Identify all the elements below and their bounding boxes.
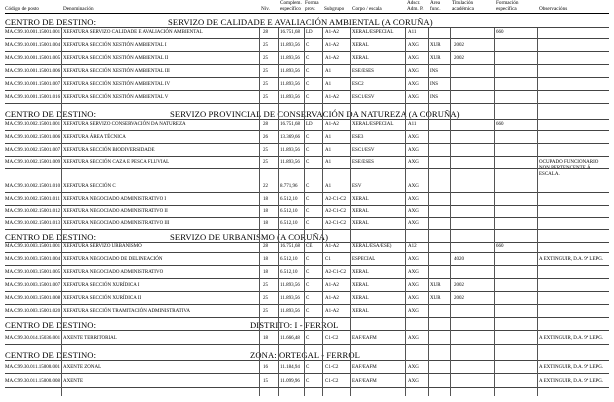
cell-code: MA.C99.10.002.15001.009 — [5, 160, 61, 165]
cell-corpo: XERAL — [352, 270, 369, 275]
section-name: SERVIZO DE CALIDADE E AVALIACIÓN AMBIENTAL (A CORUÑA) — [168, 17, 433, 27]
cell-titul: 2002 — [454, 56, 464, 61]
cell-nivel: 18 — [263, 197, 268, 202]
row-rule — [5, 252, 609, 253]
col-header-complemento: Complem. específico — [280, 0, 302, 12]
section-rule — [5, 330, 609, 331]
cell-corpo: ESE3 — [352, 135, 364, 140]
cell-corpo: XERAL/ESPECIAL — [352, 30, 394, 35]
cell-sub: A1 — [325, 69, 332, 74]
cell-comp: 11.893,56 — [280, 283, 300, 288]
cell-comp: 13.369,66 — [280, 135, 300, 140]
cell-comp: 11.893,56 — [280, 296, 300, 301]
cell-adscr: AXG — [408, 184, 419, 189]
row-rule — [5, 38, 609, 39]
cell-sub: A1 — [325, 135, 332, 140]
cell-name: XEFATURA NEGOCIADO ADMINISTRATIVO II — [63, 209, 168, 214]
row-rule — [5, 156, 609, 157]
col-header-formacion: Formación específica — [496, 0, 519, 12]
cell-sub: A1-A2 — [325, 296, 339, 301]
column-divider — [61, 28, 62, 396]
row-rule — [5, 64, 609, 65]
cell-sub: C1-C2 — [325, 379, 339, 384]
cell-nivel: 15 — [263, 379, 268, 384]
cell-nivel: 18 — [263, 257, 268, 262]
cell-titul: 2002 — [454, 43, 464, 48]
row-rule — [5, 265, 609, 266]
cell-code: MA.C99.10.001.15001.004 — [5, 43, 61, 48]
cell-name: XEFATURA SECCIÓN C — [63, 184, 116, 189]
cell-code: MA.C99.10.003.15001.020 — [5, 309, 61, 314]
cell-adscr: AXG — [408, 148, 419, 153]
cell-code: MA.C99.10.001.15001.005 — [5, 56, 61, 61]
cell-sub: A1-A2 — [325, 56, 339, 61]
section-rule — [5, 119, 609, 120]
row-rule — [5, 168, 609, 169]
cell-code: MA.C99.30.014.15036.001 — [5, 336, 61, 341]
cell-nivel: 22 — [263, 184, 268, 189]
cell-nivel: 18 — [263, 270, 268, 275]
cell-adscr: AXG — [408, 309, 419, 314]
cell-corpo: ESV — [352, 184, 362, 189]
cell-code: MA.C99.30.011.15000.008 — [5, 379, 60, 384]
cell-nivel: 26 — [263, 135, 268, 140]
cell-name: XEFATURA SERVIZO CALIDADE E AVALIACIÓN AMBIENTAL — [63, 30, 203, 35]
cell-comp: 11.099,96 — [280, 379, 300, 384]
cell-titul: 2002 — [454, 296, 464, 301]
cell-area: XUR — [430, 56, 441, 61]
cell-comp: 11.666,48 — [280, 336, 300, 341]
row-rule — [5, 90, 609, 91]
cell-sub: A1 — [325, 160, 332, 165]
section-label: CENTRO DE DESTINO: — [5, 109, 97, 119]
cell-corpo: ESC1/ESV — [352, 95, 375, 100]
column-divider — [405, 28, 406, 396]
cell-code: MA.C99.10.001.15001.001 — [5, 30, 61, 35]
cell-sub: A1-A2 — [325, 283, 339, 288]
cell-area: INS — [430, 95, 439, 100]
cell-forma: LD — [306, 30, 313, 35]
cell-code: MA.C99.10.003.15001.004 — [5, 257, 61, 262]
cell-corpo: XERAL — [352, 56, 369, 61]
cell-forma: C — [306, 148, 310, 153]
cell-sub: A1-A2 — [325, 309, 339, 314]
cell-form: 660 — [496, 30, 504, 35]
cell-adscr: A11 — [408, 30, 417, 35]
cell-nivel: 25 — [263, 56, 268, 61]
cell-comp: 11.893,56 — [280, 148, 300, 153]
header-rule — [5, 13, 609, 14]
cell-sub: A2-C1-C2 — [325, 209, 347, 214]
cell-sub: A1-A2 — [325, 122, 339, 127]
cell-code: MA.C99.10.002.15001.012 — [5, 209, 61, 214]
cell-adscr: AXG — [408, 221, 419, 226]
cell-adscr: AXG — [408, 95, 419, 100]
cell-sub: A1-A2 — [325, 244, 339, 249]
cell-name: XEFATURA SERVIZO URBANISMO — [63, 244, 142, 249]
cell-corpo: XERAL — [352, 221, 369, 226]
cell-area: XUR — [430, 296, 441, 301]
cell-form: 660 — [496, 122, 504, 127]
cell-comp: 11.893,56 — [280, 309, 300, 314]
cell-nivel: 25 — [263, 69, 268, 74]
cell-comp: 11.893,56 — [280, 56, 300, 61]
cell-name: XEFATURA SERVIZO CONSERVACIÓN DA NATUREZA — [63, 122, 186, 127]
cell-obs: A EXTINGUIR, D.A. 9ª LEPG. — [539, 336, 604, 341]
cell-corpo: ESC1/ESV — [352, 148, 375, 153]
cell-name: XEFATURA SECCIÓN BIODIVERSIDADE — [63, 148, 155, 153]
cell-forma: C — [306, 69, 310, 74]
cell-forma: C — [306, 197, 310, 202]
cell-nivel: 18 — [263, 209, 268, 214]
section-label: CENTRO DE DESTINO: — [5, 232, 97, 242]
cell-sub: A1 — [325, 148, 332, 153]
cell-code: MA.C99.10.003.15001.001 — [5, 244, 61, 249]
cell-corpo: EAF/EAFM — [352, 336, 377, 341]
row-rule — [5, 217, 609, 218]
cell-nivel: 18 — [263, 336, 268, 341]
cell-code: MA.C99.10.002.15001.011 — [5, 197, 60, 202]
cell-corpo: XERAL — [352, 209, 369, 214]
cell-sub: A2-C1-C2 — [325, 221, 347, 226]
cell-forma: C — [306, 257, 310, 262]
cell-adscr: AXG — [408, 379, 419, 384]
row-rule — [5, 51, 609, 52]
cell-code: MA.C99.10.001.15001.016 — [5, 95, 61, 100]
cell-forma: C — [306, 365, 310, 370]
cell-nivel: 18 — [263, 221, 268, 226]
cell-code: MA.C99.10.002.15001.007 — [5, 148, 61, 153]
cell-name: XEFATURA NEGOCIADO ADMINISTRATIVO I — [63, 197, 167, 202]
section-name: SERVIZO DE URBANISMO (A CORUÑA) — [170, 232, 329, 242]
cell-name: AXENTE — [63, 379, 83, 384]
cell-forma: C — [306, 160, 310, 165]
cell-nivel: 25 — [263, 82, 268, 87]
cell-name: XEFATURA SECCIÓN CAZA E PESCA FLUVIAL — [63, 160, 170, 165]
cell-obs: A EXTINGUIR, D.A. 9ª LEPG. — [539, 365, 604, 370]
cell-corpo: XERAL — [352, 309, 369, 314]
cell-forma: C — [306, 43, 310, 48]
row-rule — [5, 317, 609, 318]
cell-code: MA.C99.10.002.15001.001 — [5, 122, 61, 127]
row-rule — [5, 344, 609, 345]
cell-sub: A1 — [325, 82, 332, 87]
cell-name: XEFATURA SECCIÓN XURÍDICA I — [63, 283, 140, 288]
cell-comp: 11.893,56 — [280, 69, 300, 74]
cell-adscr: AXG — [408, 82, 419, 87]
cell-adscr: AXG — [408, 56, 419, 61]
cell-sub: A1-A2 — [325, 30, 339, 35]
col-header-titulacion: Titulación académica — [452, 0, 474, 12]
cell-sub: C1-C2 — [325, 365, 339, 370]
cell-corpo: XERAL — [352, 43, 369, 48]
section-label: CENTRO DE DESTINO: — [5, 320, 97, 330]
cell-corpo: ESE/ESES — [352, 69, 374, 74]
row-rule — [5, 77, 609, 78]
cell-forma: C — [306, 184, 310, 189]
cell-sub: A2-C1-C2 — [325, 270, 347, 275]
cell-adscr: AXG — [408, 43, 419, 48]
col-header-observaciones: Observacións — [539, 6, 568, 12]
cell-nivel: 25 — [263, 296, 268, 301]
cell-sub: A1-A2 — [325, 43, 339, 48]
cell-adscr: AXG — [408, 283, 419, 288]
cell-comp: 16.751,68 — [280, 30, 300, 35]
section-name: ZONA: ORTEGAL - FERROL — [250, 350, 360, 360]
row-rule — [5, 373, 609, 374]
cell-name: XEFATURA SECCIÓN XESTIÓN AMBIENTAL III — [63, 69, 170, 74]
cell-comp: 6.512,10 — [280, 257, 298, 262]
cell-code: MA.C99.10.001.15001.006 — [5, 69, 61, 74]
column-divider — [450, 28, 451, 396]
cell-corpo: XERAL — [352, 296, 369, 301]
cell-comp: 6.512,10 — [280, 197, 298, 202]
cell-forma: C — [306, 82, 310, 87]
row-rule — [5, 103, 609, 104]
cell-forma: C — [306, 270, 310, 275]
cell-name: XEFATURA SECCIÓN XESTIÓN AMBIENTAL I — [63, 43, 167, 48]
cell-code: MA.C99.10.001.15001.007 — [5, 82, 61, 87]
cell-nivel: 25 — [263, 283, 268, 288]
cell-forma: C — [306, 221, 310, 226]
cell-corpo: EAF/EAFM — [352, 365, 377, 370]
cell-obs: A EXTINGUIR, D.A. 9ª LEPG. — [539, 257, 604, 262]
cell-adscr: AXG — [408, 296, 419, 301]
cell-forma: LD — [306, 122, 313, 127]
col-header-codigo: Código de posto — [5, 6, 40, 12]
column-divider — [259, 28, 260, 396]
cell-code: MA.C99.10.002.15001.006 — [5, 135, 61, 140]
row-rule — [5, 130, 609, 131]
cell-nivel: 25 — [263, 309, 268, 314]
cell-adscr: AXG — [408, 336, 419, 341]
cell-corpo: XERAL — [352, 283, 369, 288]
cell-corpo: EAF/EAFM — [352, 379, 377, 384]
cell-forma: C — [306, 283, 310, 288]
cell-code: MA.C99.10.003.15001.005 — [5, 270, 61, 275]
cell-area: INS — [430, 69, 439, 74]
column-divider — [537, 28, 538, 396]
cell-comp: 8.771,96 — [280, 184, 298, 189]
cell-forma: CE — [306, 244, 313, 249]
cell-adscr: AXG — [408, 209, 419, 214]
cell-corpo: ESE/ESES — [352, 160, 374, 165]
cell-comp: 6.512,10 — [280, 270, 298, 275]
cell-name: AXENTE TERRITORIAL — [63, 336, 117, 341]
row-rule — [5, 229, 609, 230]
cell-forma: C — [306, 95, 310, 100]
column-divider — [350, 28, 351, 396]
cell-area: XUR — [430, 283, 441, 288]
col-header-adscr: Adscr. Adm. P. — [407, 0, 424, 12]
section-rule — [5, 360, 609, 361]
col-header-subgrupo: Subgrupo — [324, 6, 345, 12]
cell-name: XEFATURA SECCIÓN XESTIÓN AMBIENTAL IV — [63, 82, 171, 87]
cell-area: XUR — [430, 43, 441, 48]
row-rule — [5, 205, 609, 206]
cell-forma: C — [306, 209, 310, 214]
cell-adscr: A11 — [408, 122, 417, 127]
row-rule — [5, 143, 609, 144]
cell-nivel: 25 — [263, 95, 268, 100]
cell-name: XEFATURA NEGOCIADO ADMINISTRATIVO — [63, 270, 164, 275]
section-name: DISTRITO: I - FERROL — [250, 320, 339, 330]
cell-titul: 4020 — [454, 257, 464, 262]
cell-name: XEFATURA SECCIÓN XURÍDICA II — [63, 296, 142, 301]
cell-comp: 11.184,94 — [280, 365, 300, 370]
cell-sub: C1 — [325, 257, 331, 262]
cell-comp: 6.512,10 — [280, 209, 298, 214]
cell-obs: OCUPADO FUNCIONARIO NON PERTENCENTE Á ESCALA. — [539, 160, 599, 177]
col-header-denominacion: Denominación — [63, 6, 94, 12]
cell-corpo: XERAL/ESA/ESE) — [352, 244, 392, 249]
cell-name: XEFATURA ÁREA TÉCNICA — [63, 135, 126, 140]
cell-comp: 11.893,56 — [280, 82, 300, 87]
cell-adscr: AXG — [408, 365, 419, 370]
cell-nivel: 25 — [263, 148, 268, 153]
column-divider — [428, 28, 429, 396]
cell-name: XEFATURA SECCIÓN XESTIÓN AMBIENTAL II — [63, 56, 169, 61]
col-header-area: Área func. — [430, 0, 441, 12]
cell-sub: A1 — [325, 184, 332, 189]
col-header-forma-prov: Forma prov. — [305, 0, 319, 12]
cell-titul: 2002 — [454, 283, 464, 288]
cell-nivel: 28 — [263, 244, 268, 249]
cell-forma: C — [306, 56, 310, 61]
cell-corpo: ESC2 — [352, 82, 364, 87]
cell-adscr: A12 — [408, 244, 417, 249]
cell-name: XEFATURA SECCIÓN TRAMITACIÓN ADMINISTRATIVA — [63, 309, 190, 314]
cell-comp: 11.893,56 — [280, 43, 300, 48]
cell-code: MA.C99.10.003.15001.007 — [5, 283, 61, 288]
cell-adscr: AXG — [408, 270, 419, 275]
section-label: CENTRO DE DESTINO: — [5, 17, 97, 27]
cell-comp: 6.512,10 — [280, 221, 298, 226]
row-rule — [5, 387, 609, 388]
cell-code: MA.C99.10.003.15001.008 — [5, 296, 61, 301]
column-divider — [278, 28, 279, 396]
cell-code: MA.C99.10.002.15001.010 — [5, 184, 61, 189]
cell-adscr: AXG — [408, 257, 419, 262]
cell-adscr: AXG — [408, 69, 419, 74]
cell-nivel: 25 — [263, 160, 268, 165]
cell-sub: A2-C1-C2 — [325, 197, 347, 202]
column-divider — [304, 28, 305, 396]
cell-comp: 16.751,68 — [280, 244, 300, 249]
column-divider — [494, 28, 495, 396]
cell-forma: C — [306, 309, 310, 314]
cell-sub: C1-C2 — [325, 336, 339, 341]
cell-name: AXENTE ZONAL — [63, 365, 102, 370]
section-name: SERVIZO PROVINCIAL DE CONSERVACIÓN DA NATUREZA (A CORUÑA) — [170, 109, 460, 119]
cell-corpo: XERAL/ESPECIAL — [352, 122, 394, 127]
cell-nivel: 16 — [263, 365, 268, 370]
cell-comp: 11.893,56 — [280, 160, 300, 165]
cell-obs: A EXTINGUIR, D.A. 9ª LEPG. — [539, 379, 604, 384]
cell-adscr: AXG — [408, 197, 419, 202]
cell-name: XEFATURA NEGOCIADO ADMINISTRATIVO III — [63, 221, 170, 226]
cell-comp: 16.751,68 — [280, 122, 300, 127]
cell-comp: 11.893,56 — [280, 95, 300, 100]
row-rule — [5, 304, 609, 305]
cell-corpo: ESPECIAL — [352, 257, 376, 262]
cell-forma: C — [306, 296, 310, 301]
row-rule — [5, 291, 609, 292]
cell-forma: C — [306, 135, 310, 140]
cell-nivel: 25 — [263, 43, 268, 48]
section-label: CENTRO DE DESTINO: — [5, 350, 97, 360]
row-rule — [5, 192, 609, 193]
cell-name: XEFATURA SECCIÓN XESTIÓN AMBIENTAL V — [63, 95, 169, 100]
column-divider — [322, 28, 323, 396]
cell-code: MA.C99.30.011.15000.001 — [5, 365, 60, 370]
cell-adscr: AXG — [408, 160, 419, 165]
cell-name: XEFATURA NEGOCIADO DE DELINEACIÓN — [63, 257, 163, 262]
cell-sub: A1-A2 — [325, 95, 339, 100]
cell-corpo: XERAL — [352, 197, 369, 202]
cell-form: 660 — [496, 244, 504, 249]
section-rule — [5, 242, 609, 243]
cell-nivel: 28 — [263, 122, 268, 127]
row-rule — [5, 278, 609, 279]
col-header-corpo: Corpo / escala — [352, 6, 382, 12]
cell-adscr: AXG — [408, 135, 419, 140]
cell-forma: C — [306, 379, 310, 384]
section-rule — [5, 27, 609, 28]
col-header-nivel: Nív. — [261, 6, 270, 12]
cell-nivel: 28 — [263, 30, 268, 35]
cell-code: MA.C99.10.002.15001.013 — [5, 221, 61, 226]
cell-forma: C — [306, 336, 310, 341]
cell-area: INS — [430, 82, 439, 87]
